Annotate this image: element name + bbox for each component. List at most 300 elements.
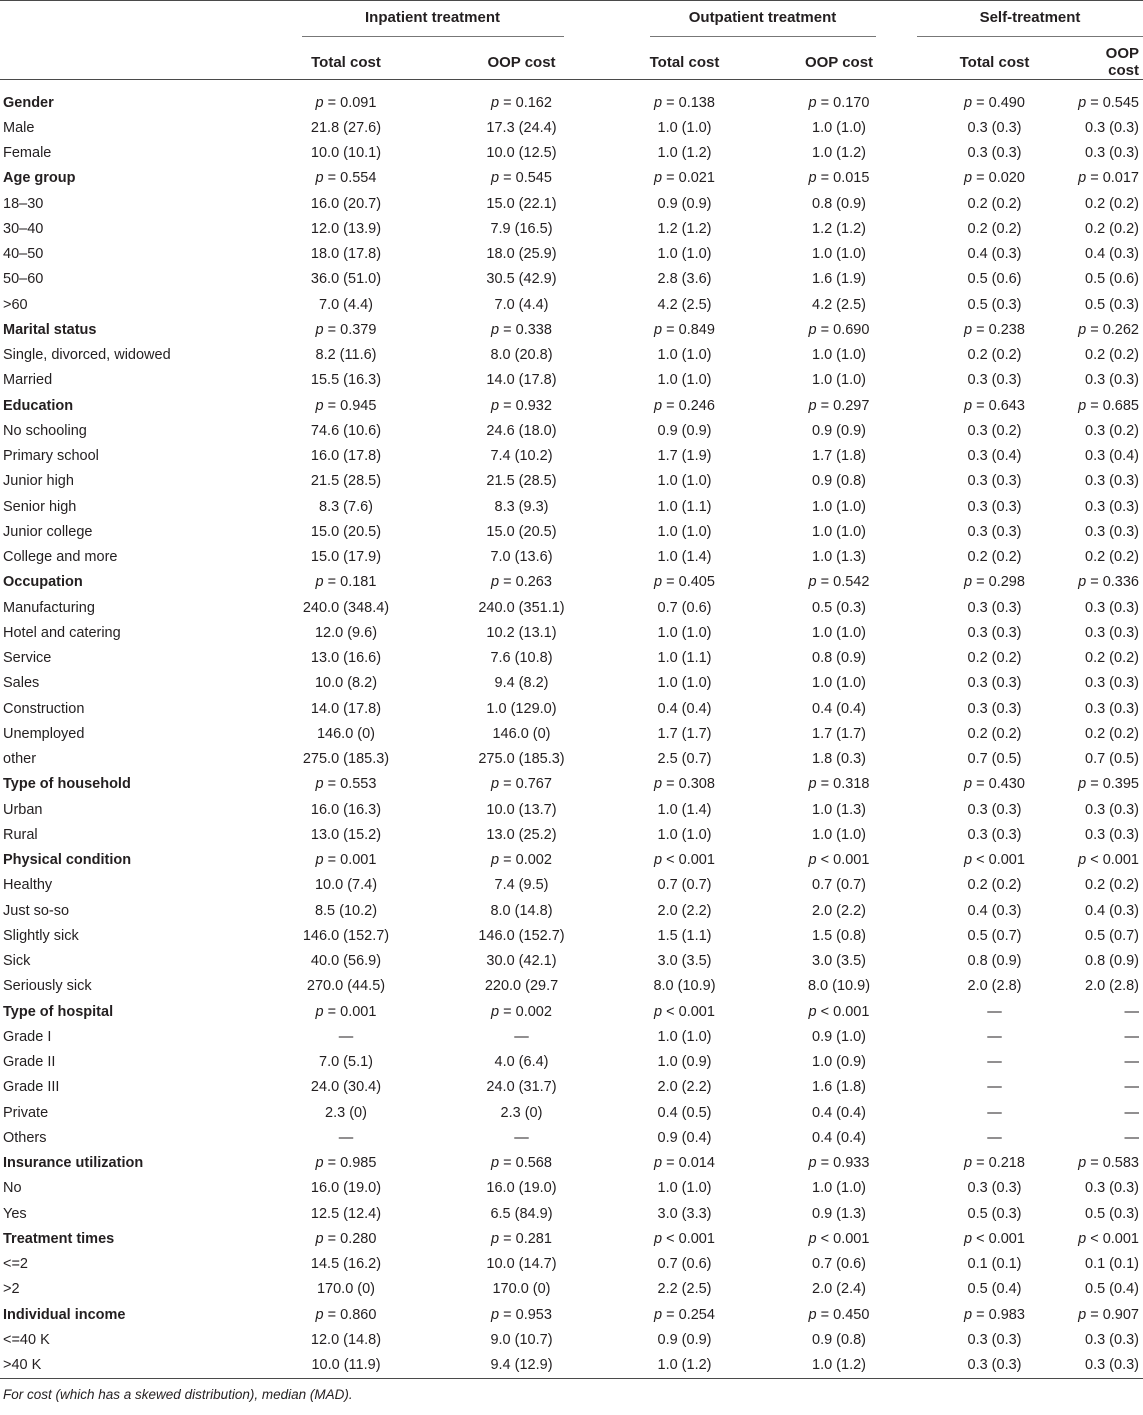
table-cell: 12.0 (14.8)	[310, 1331, 382, 1348]
table-cell: 0.3 (0.3)	[967, 826, 1022, 843]
table-cell: p < 0.001	[964, 852, 1025, 869]
table-cell: 1.0 (1.2)	[812, 145, 866, 162]
row-label: >2	[3, 1281, 20, 1298]
table-cell: 12.0 (9.6)	[314, 624, 378, 641]
table-cell: 10.2 (13.1)	[486, 624, 557, 641]
category-label: Physical condition	[3, 852, 132, 869]
table-cell: 0.5 (0.4)	[1085, 1281, 1139, 1298]
table-cell: p = 0.945	[315, 397, 377, 414]
category-row	[0, 772, 1143, 797]
table-row	[0, 191, 1143, 216]
table-row	[0, 1252, 1143, 1277]
table-row	[0, 242, 1143, 267]
table-cell: 15.0 (17.9)	[310, 549, 382, 566]
row-label: Just so-so	[3, 902, 70, 919]
category-row	[0, 570, 1143, 595]
category-label: Education	[3, 397, 74, 414]
row-label: Grade II	[3, 1054, 56, 1071]
table-row	[0, 368, 1143, 393]
table-row	[0, 1201, 1143, 1226]
table-cell: p < 0.001	[808, 1230, 870, 1247]
table-cell: 0.2 (0.2)	[967, 877, 1022, 894]
table-cell: 0.3 (0.3)	[1085, 473, 1139, 490]
table-cell: —	[338, 1129, 354, 1146]
table-cell: 1.0 (1.0)	[657, 523, 712, 540]
row-label: Manufacturing	[3, 599, 95, 616]
table-row	[0, 115, 1143, 140]
group-label: Self-treatment	[917, 9, 1143, 37]
table-cell: 0.3 (0.3)	[967, 145, 1022, 162]
table-cell: 1.0 (1.0)	[812, 119, 866, 136]
category-row	[0, 999, 1143, 1024]
table-cell: 1.0 (1.4)	[657, 549, 712, 566]
table-cell: 0.3 (0.3)	[967, 523, 1022, 540]
table-cell: 1.7 (1.8)	[812, 448, 866, 465]
table-cell: 0.3 (0.3)	[1085, 119, 1139, 136]
table-cell: p = 0.450	[808, 1306, 870, 1323]
table-cell: p < 0.001	[1078, 1230, 1139, 1247]
table-cell: p = 0.281	[491, 1230, 552, 1247]
table-cell: 0.4 (0.3)	[1085, 902, 1139, 919]
table-row	[0, 646, 1143, 671]
table-cell: —	[1124, 1104, 1139, 1121]
table-cell: 7.4 (9.5)	[494, 877, 549, 894]
table-cell: p = 0.297	[808, 397, 870, 414]
table-cell: 14.5 (16.2)	[310, 1256, 382, 1273]
table-row	[0, 822, 1143, 847]
table-cell: 1.6 (1.8)	[812, 1079, 866, 1096]
table-row	[0, 1075, 1143, 1100]
group-label: Inpatient treatment	[302, 9, 564, 37]
table-cell: —	[987, 1079, 1002, 1096]
row-label: Rural	[3, 826, 38, 843]
table-cell: 0.2 (0.2)	[967, 347, 1022, 364]
table-cell: 1.0 (1.0)	[812, 624, 866, 641]
row-label: 40–50	[3, 246, 44, 263]
row-label: Female	[3, 145, 52, 162]
table-cell: p < 0.001	[654, 1003, 715, 1020]
table-row	[0, 747, 1143, 772]
table-row	[0, 469, 1143, 494]
table-cell: 0.3 (0.3)	[967, 675, 1022, 692]
table-cell: 0.5 (0.7)	[1085, 927, 1139, 944]
row-label: Married	[3, 372, 53, 389]
table-cell: 0.3 (0.4)	[1085, 448, 1139, 465]
table-cell: p = 0.318	[808, 776, 870, 793]
table-cell: 1.0 (129.0)	[486, 700, 557, 717]
table-cell: p = 0.545	[491, 170, 552, 187]
table-cell: 0.5 (0.3)	[967, 296, 1022, 313]
table-cell: 0.8 (0.9)	[967, 953, 1022, 970]
table-cell: 0.3 (0.3)	[967, 498, 1022, 515]
table-cell: 0.3 (0.3)	[967, 599, 1022, 616]
table-cell: 0.3 (0.3)	[967, 1331, 1022, 1348]
table-cell: 1.2 (1.2)	[812, 220, 866, 237]
table-cell: —	[987, 1054, 1002, 1071]
table-cell: 1.0 (1.2)	[761, 1353, 917, 1379]
table-cell: 1.8 (0.3)	[812, 751, 866, 768]
table-cell: p = 0.308	[654, 776, 715, 793]
table-cell: p = 0.849	[654, 321, 715, 338]
table-cell: p = 0.490	[964, 94, 1025, 111]
table-cell: 0.5 (0.3)	[1085, 296, 1139, 313]
table-row	[0, 1050, 1143, 1075]
table-row	[0, 1176, 1143, 1201]
table-cell: 13.0 (16.6)	[310, 650, 382, 667]
table-cell: p = 0.907	[1078, 1306, 1139, 1323]
table-cell: 0.3 (0.3)	[967, 1180, 1022, 1197]
table-cell: p < 0.001	[1078, 852, 1139, 869]
category-label: Occupation	[3, 574, 83, 591]
table-cell: 16.0 (20.7)	[310, 195, 382, 212]
table-cell: p = 0.001	[315, 1003, 377, 1020]
category-label: Type of hospital	[3, 1003, 114, 1020]
table-cell: 0.7 (0.6)	[657, 599, 712, 616]
table-row	[0, 216, 1143, 241]
table-cell: 8.0 (10.9)	[653, 978, 716, 995]
table-cell: 30.0 (42.1)	[486, 953, 557, 970]
table-cell: 0.3 (0.3)	[1085, 372, 1139, 389]
table-row	[0, 1125, 1143, 1150]
table-cell: 24.6 (18.0)	[486, 422, 557, 439]
table-cell: p = 0.583	[1078, 1155, 1139, 1172]
table-cell: 7.0 (4.4)	[494, 296, 549, 313]
table-cell: 15.0 (20.5)	[310, 523, 382, 540]
table-cell: 0.2 (0.2)	[967, 549, 1022, 566]
table-cell: 0.2 (0.2)	[1085, 877, 1139, 894]
table-cell: 74.6 (10.6)	[310, 422, 382, 439]
table-row	[0, 595, 1143, 620]
table-cell: p = 0.020	[964, 170, 1025, 187]
table-cell: 10.0 (13.7)	[486, 801, 557, 818]
table-cell: 146.0 (152.7)	[302, 927, 390, 944]
table-cell: 0.3 (0.2)	[1085, 422, 1139, 439]
category-label: Individual income	[3, 1306, 126, 1323]
table-cell: p < 0.001	[654, 852, 715, 869]
table-cell: 3.0 (3.5)	[657, 953, 712, 970]
table-cell: p = 0.953	[491, 1306, 552, 1323]
table-cell: 4.2 (2.5)	[657, 296, 712, 313]
table-cell: 0.3 (0.3)	[967, 372, 1022, 389]
category-label: Gender	[3, 94, 54, 111]
table-cell: 0.2 (0.2)	[1085, 347, 1139, 364]
subcol-header: OOP cost	[1105, 45, 1139, 79]
table-row	[0, 1327, 1143, 1352]
table-cell: 1.6 (1.9)	[812, 271, 866, 288]
table-cell: 10.0 (11.9)	[257, 1353, 435, 1379]
row-label: Sales	[3, 675, 40, 692]
table-cell: 270.0 (44.5)	[306, 978, 386, 995]
table-cell: 0.4 (0.3)	[967, 246, 1022, 263]
table-cell: 8.0 (10.9)	[807, 978, 871, 995]
table-cell: 0.9 (0.8)	[812, 1331, 866, 1348]
table-row	[0, 797, 1143, 822]
table-cell: 1.7 (1.7)	[812, 725, 866, 742]
table-cell: 1.0 (1.0)	[657, 372, 712, 389]
table-row	[0, 1277, 1143, 1302]
table-cell: —	[338, 1028, 354, 1045]
table-cell: 1.0 (1.3)	[812, 801, 866, 818]
category-label: Treatment times	[3, 1230, 115, 1247]
table-cell: 21.5 (28.5)	[310, 473, 382, 490]
table-cell: —	[1124, 1054, 1139, 1071]
table-cell: p = 0.932	[491, 397, 552, 414]
row-label: 30–40	[3, 220, 44, 237]
blank-header	[0, 45, 257, 80]
table-cell: 1.5 (1.1)	[657, 927, 712, 944]
table-cell: p = 0.238	[964, 321, 1025, 338]
table-cell: p = 0.181	[315, 574, 377, 591]
table-cell: 0.3 (0.4)	[967, 448, 1022, 465]
table-cell: 18.0 (25.9)	[486, 246, 557, 263]
table-cell: p < 0.001	[654, 1230, 715, 1247]
table-cell: 0.9 (1.3)	[812, 1205, 866, 1222]
table-cell: p = 0.338	[491, 321, 552, 338]
table-cell: p < 0.001	[808, 852, 870, 869]
table-cell: 0.1 (0.1)	[967, 1256, 1022, 1273]
table-cell: 0.2 (0.2)	[1085, 725, 1139, 742]
category-row	[0, 848, 1143, 873]
row-label: <=40 K	[3, 1331, 50, 1348]
table-cell: 1.0 (1.0)	[657, 624, 712, 641]
table-cell: 0.7 (0.5)	[967, 751, 1022, 768]
row-label: College and more	[3, 549, 118, 566]
table-cell: 1.0 (1.0)	[657, 347, 712, 364]
table-cell: 7.6 (10.8)	[490, 650, 553, 667]
table-cell: 16.0 (19.0)	[310, 1180, 382, 1197]
table-cell: 2.0 (2.4)	[812, 1281, 866, 1298]
table-cell: 0.2 (0.2)	[1085, 650, 1139, 667]
table-cell: 21.5 (28.5)	[486, 473, 557, 490]
table-cell: —	[1124, 1079, 1139, 1096]
table-cell: 6.5 (84.9)	[490, 1205, 553, 1222]
table-cell: 0.2 (0.2)	[1085, 195, 1139, 212]
table-cell: 1.0 (1.0)	[812, 826, 866, 843]
row-label: Private	[3, 1104, 49, 1121]
table-cell: 1.0 (1.0)	[812, 246, 866, 263]
table-cell: 0.3 (0.3)	[1085, 145, 1139, 162]
table-cell: 2.5 (0.7)	[657, 751, 712, 768]
table-cell: 0.4 (0.4)	[812, 700, 866, 717]
table-cell: 0.9 (0.9)	[812, 422, 866, 439]
table-cell: 1.0 (1.0)	[657, 826, 712, 843]
table-cell: 0.4 (0.4)	[657, 700, 712, 717]
group-header-row	[0, 1, 1143, 46]
table-cell: 15.0 (20.5)	[486, 523, 557, 540]
category-row	[0, 166, 1143, 191]
table-row	[0, 949, 1143, 974]
table-cell: 0.5 (0.3)	[812, 599, 866, 616]
table-row	[0, 620, 1143, 645]
table-cell: p = 0.002	[491, 852, 552, 869]
table-cell: 16.0 (17.8)	[310, 448, 382, 465]
table-cell: p = 0.017	[1078, 170, 1139, 187]
table-cell: p = 0.542	[808, 574, 870, 591]
table-cell: 2.0 (2.8)	[1085, 978, 1139, 995]
table-cell: 0.3 (0.3)	[967, 801, 1022, 818]
table-cell: 13.0 (15.2)	[310, 826, 382, 843]
table-cell: 0.3 (0.2)	[967, 422, 1022, 439]
row-label: Male	[3, 119, 35, 136]
table-cell: 7.4 (10.2)	[490, 448, 553, 465]
table-cell: p < 0.001	[808, 1003, 870, 1020]
table-cell: 1.0 (1.0)	[657, 1028, 712, 1045]
row-label: Sick	[3, 953, 31, 970]
row-label: Unemployed	[3, 725, 85, 742]
table-cell: p = 0.015	[808, 170, 870, 187]
table-cell: 0.5 (0.7)	[967, 927, 1022, 944]
spacer-row	[0, 80, 1143, 91]
category-label: Age group	[3, 170, 76, 187]
group-label: Outpatient treatment	[650, 9, 876, 37]
table-cell: 0.3 (0.3)	[1085, 700, 1139, 717]
table-cell: p = 0.298	[964, 574, 1025, 591]
table-cell: 0.4 (0.5)	[657, 1104, 712, 1121]
table-cell: 0.9 (0.9)	[657, 195, 712, 212]
table-cell: 0.7 (0.6)	[657, 1256, 712, 1273]
table-cell: p = 0.767	[491, 776, 552, 793]
table-cell: p = 0.553	[315, 776, 377, 793]
table-row	[0, 873, 1143, 898]
table-cell: —	[987, 1104, 1002, 1121]
table-cell: 0.2 (0.2)	[967, 195, 1022, 212]
table-row	[0, 343, 1143, 368]
table-cell: 0.3 (0.3)	[1085, 624, 1139, 641]
table-cell: 12.0 (13.9)	[310, 220, 382, 237]
table-cell: 2.3 (0)	[500, 1104, 543, 1121]
table-cell: 14.0 (17.8)	[310, 700, 382, 717]
table-cell: 1.0 (1.0)	[812, 1180, 866, 1197]
row-label: Grade I	[3, 1028, 52, 1045]
table-cell: 1.0 (1.0)	[812, 498, 866, 515]
table-row	[0, 292, 1143, 317]
row-label: Hotel and catering	[3, 624, 121, 641]
table-cell: 275.0 (185.3)	[302, 751, 390, 768]
table-cell: 36.0 (51.0)	[310, 271, 382, 288]
row-label: Primary school	[3, 448, 99, 465]
table-cell: p = 0.001	[315, 852, 377, 869]
table-cell: 1.0 (0.9)	[812, 1054, 866, 1071]
table-cell: —	[1124, 1028, 1139, 1045]
table-row	[0, 494, 1143, 519]
table-cell: 240.0 (351.1)	[478, 599, 565, 616]
table-cell: 1.0 (1.1)	[657, 498, 712, 515]
table-row	[0, 671, 1143, 696]
table-row	[0, 898, 1143, 923]
table-cell: 0.5 (0.3)	[967, 1205, 1022, 1222]
table-cell: 9.4 (8.2)	[494, 675, 549, 692]
blank-header	[0, 1, 257, 46]
table-cell: 14.0 (17.8)	[486, 372, 557, 389]
row-label: Healthy	[3, 877, 53, 894]
table-cell: p = 0.262	[1078, 321, 1139, 338]
table-cell: 0.3 (0.3)	[1085, 498, 1139, 515]
subcolumn-header-row	[0, 45, 1143, 80]
category-row	[0, 1151, 1143, 1176]
table-cell: p = 0.933	[808, 1155, 870, 1172]
table-cell: 30.5 (42.9)	[486, 271, 557, 288]
table-cell: 0.4 (0.4)	[812, 1104, 866, 1121]
table-cell: 0.7 (0.6)	[812, 1256, 866, 1273]
table-cell: p = 0.690	[808, 321, 870, 338]
table-cell: —	[1124, 1003, 1139, 1020]
table-cell: 10.0 (8.2)	[314, 675, 378, 692]
table-cell: 7.0 (13.6)	[490, 549, 553, 566]
table-cell: 9.0 (10.7)	[490, 1331, 553, 1348]
table-cell: —	[987, 1028, 1002, 1045]
table-cell: 2.0 (2.2)	[657, 1079, 712, 1096]
table-cell: 0.3 (0.3)	[1085, 1331, 1139, 1348]
table-cell: 275.0 (185.3)	[478, 751, 565, 768]
table-cell: 2.0 (2.2)	[812, 902, 866, 919]
table-cell: p = 0.430	[964, 776, 1025, 793]
table-cell: 40.0 (56.9)	[310, 953, 382, 970]
table-cell: 0.7 (0.5)	[1085, 751, 1139, 768]
table-cell: 0.3 (0.3)	[1085, 801, 1139, 818]
table-cell: 1.0 (1.2)	[657, 145, 712, 162]
table-cell: 220.0 (29.7	[484, 978, 559, 995]
table-cell: 16.0 (19.0)	[486, 1180, 557, 1197]
table-cell: p = 0.138	[654, 94, 715, 111]
table-row	[0, 545, 1143, 570]
table-cell: 146.0 (152.7)	[478, 927, 565, 944]
table-cell: 146.0 (0)	[316, 725, 376, 742]
table-footnote: For cost (which has a skewed distribution), median (MAD).	[3, 1386, 353, 1402]
table-cell: 0.3 (0.3)	[1085, 599, 1139, 616]
row-label: Junior high	[3, 473, 74, 490]
table-cell: 0.3 (0.3)	[1085, 826, 1139, 843]
table-cell: 1.0 (1.0)	[812, 675, 866, 692]
table-cell: 0.2 (0.2)	[1085, 220, 1139, 237]
table-cell: 0.9 (0.8)	[812, 473, 866, 490]
table-cell: 0.2 (0.2)	[967, 220, 1022, 237]
row-label: Yes	[3, 1205, 27, 1222]
table-cell: 10.0 (7.4)	[314, 877, 378, 894]
table-row	[0, 721, 1143, 746]
row-label: <=2	[3, 1256, 28, 1273]
table-cell: 0.3 (0.3)	[917, 1353, 1072, 1379]
row-label: Others	[3, 1129, 47, 1146]
subcol-header: OOP cost	[487, 53, 556, 71]
row-label: Slightly sick	[3, 927, 79, 944]
table-cell: p = 0.263	[491, 574, 552, 591]
subcol-header: Total cost	[311, 53, 381, 71]
table-cell: 0.3 (0.3)	[1072, 1353, 1143, 1379]
table-cell: p = 0.395	[1078, 776, 1139, 793]
table-cell: 8.2 (11.6)	[315, 347, 377, 364]
table-row	[0, 696, 1143, 721]
table-row	[0, 1100, 1143, 1125]
row-label: No schooling	[3, 422, 87, 439]
category-row	[0, 1226, 1143, 1251]
category-row	[0, 393, 1143, 418]
table-cell: 0.7 (0.7)	[812, 877, 866, 894]
table-cell: 1.0 (1.0)	[657, 246, 712, 263]
table-cell: 1.7 (1.7)	[657, 725, 712, 742]
row-label: No	[3, 1180, 22, 1197]
category-label: Type of household	[3, 776, 131, 793]
group-header-self	[917, 1, 1143, 46]
table-row	[0, 267, 1143, 292]
table-cell: 240.0 (348.4)	[302, 599, 390, 616]
table-row	[0, 923, 1143, 948]
table-cell: p = 0.985	[315, 1155, 377, 1172]
table-cell: 10.0 (12.5)	[486, 145, 557, 162]
table-cell: 8.3 (9.3)	[494, 498, 549, 515]
table-cell: 0.8 (0.9)	[1085, 953, 1139, 970]
table-cell: 1.0 (1.1)	[657, 650, 712, 667]
table-row	[0, 519, 1143, 544]
